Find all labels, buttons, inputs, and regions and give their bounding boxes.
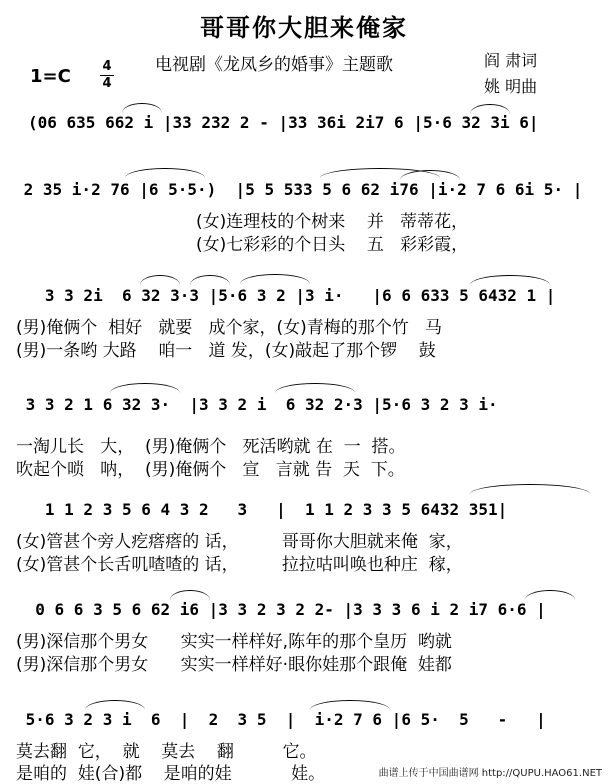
- key-signature: 1=C: [30, 66, 71, 87]
- slur-mark: [525, 590, 575, 600]
- source-watermark: 曲谱上传于中国曲谱网 http://QUPU.HAO61.NET: [378, 768, 602, 779]
- time-signature-bottom: 4: [102, 76, 112, 91]
- slur-mark: [240, 274, 310, 284]
- lyric-line-6a: (男)深信那个男女 实实一样样好,陈年的那个皇历 哟就: [16, 632, 452, 652]
- lyric-line-7a: 莫去翻 它， 就 莫去 翻 它。: [16, 742, 317, 762]
- slur-mark: [470, 275, 550, 285]
- lyric-line-3a: (男)俺俩个 相好 就要 成个家，(女)青梅的那个竹 马: [16, 318, 442, 338]
- song-subtitle: 电视剧《龙凤乡的婚事》主题歌: [155, 55, 393, 75]
- slur-mark: [125, 168, 205, 178]
- notation-line-2: 2 35 i·2 76 |6 5·5·) |5 5 533 5 6 62 i76 |i·2 7 6 6i 5· |: [14, 180, 583, 199]
- time-signature: [100, 60, 114, 91]
- slur-mark: [110, 383, 180, 393]
- lyric-line-5b: (女)管甚个长舌叽喳喳的 话， 拉拉咕叫唤也种庄 稼，: [16, 555, 463, 575]
- slur-mark: [470, 484, 590, 494]
- slur-mark: [85, 700, 145, 710]
- song-title: 哥哥你大胆来俺家: [200, 14, 408, 42]
- slur-mark: [140, 275, 180, 285]
- composer-credit: 姚 明曲: [484, 77, 538, 96]
- lyric-line-6b: (男)深信那个男女 实实一样样好·眼你娃那个跟俺 娃都: [16, 655, 452, 675]
- lyric-line-4b: 吹起个唢 呐， (男)俺俩个 宣 言就 告 天 下。: [16, 460, 405, 480]
- lyric-line-4a: 一淘儿长 大， (男)俺俩个 死活哟就 在 一 搭。: [16, 437, 406, 457]
- notation-line-1: (06 635 662 i |33 232 2 - |33 36i 2i7 6 |5·6 32 3i 6|: [28, 113, 539, 132]
- slur-mark: [310, 700, 390, 710]
- slur-mark: [275, 383, 355, 393]
- lyric-line-7b: 是咱的 娃(合)都 是咱的娃 娃。: [16, 764, 326, 784]
- notation-line-3: 3 3 2i 6 32 3·3 |5·6 3 2 |3 i· |6 6 633 5 6432 1 |: [16, 286, 556, 305]
- slur-mark: [122, 103, 162, 113]
- notation-line-7: 5·6 3 2 3 i 6 | 2 3 5 | i·2 7 6 |6 5· 5 - |: [16, 710, 546, 729]
- slur-mark: [170, 590, 210, 600]
- lyric-line-2b: (女)七彩彩的个日头 五 彩彩霞，: [196, 235, 469, 255]
- notation-line-4: 3 3 2 1 6 32 3· |3 3 2 i 6 32 2·3 |5·6 3 2 3 i·: [16, 395, 508, 414]
- time-signature-top: 4: [102, 59, 112, 74]
- slur-mark: [190, 275, 230, 285]
- lyricist-credit: 阎 肃词: [484, 51, 538, 70]
- slur-mark: [470, 104, 510, 114]
- lyric-line-3b: (男)一条哟 大路 咱一 道 发，(女)敲起了那个锣 鼓: [16, 341, 436, 361]
- notation-line-5: 1 1 2 3 5 6 4 3 2 3 | 1 1 2 3 3 5 6432 351|: [16, 500, 508, 519]
- notation-line-6: 0 6 6 3 5 6 62 i6 |3 3 2 3 2 2- |3 3 3 6 i 2 i7 6·6 |: [16, 600, 546, 619]
- lyric-line-2a: (女)连理枝的个树来 并 蒂蒂花，: [196, 212, 469, 232]
- lyric-line-5a: (女)管甚个旁人疙瘩瘩的 话， 哥哥你大胆就来俺 家，: [16, 532, 463, 552]
